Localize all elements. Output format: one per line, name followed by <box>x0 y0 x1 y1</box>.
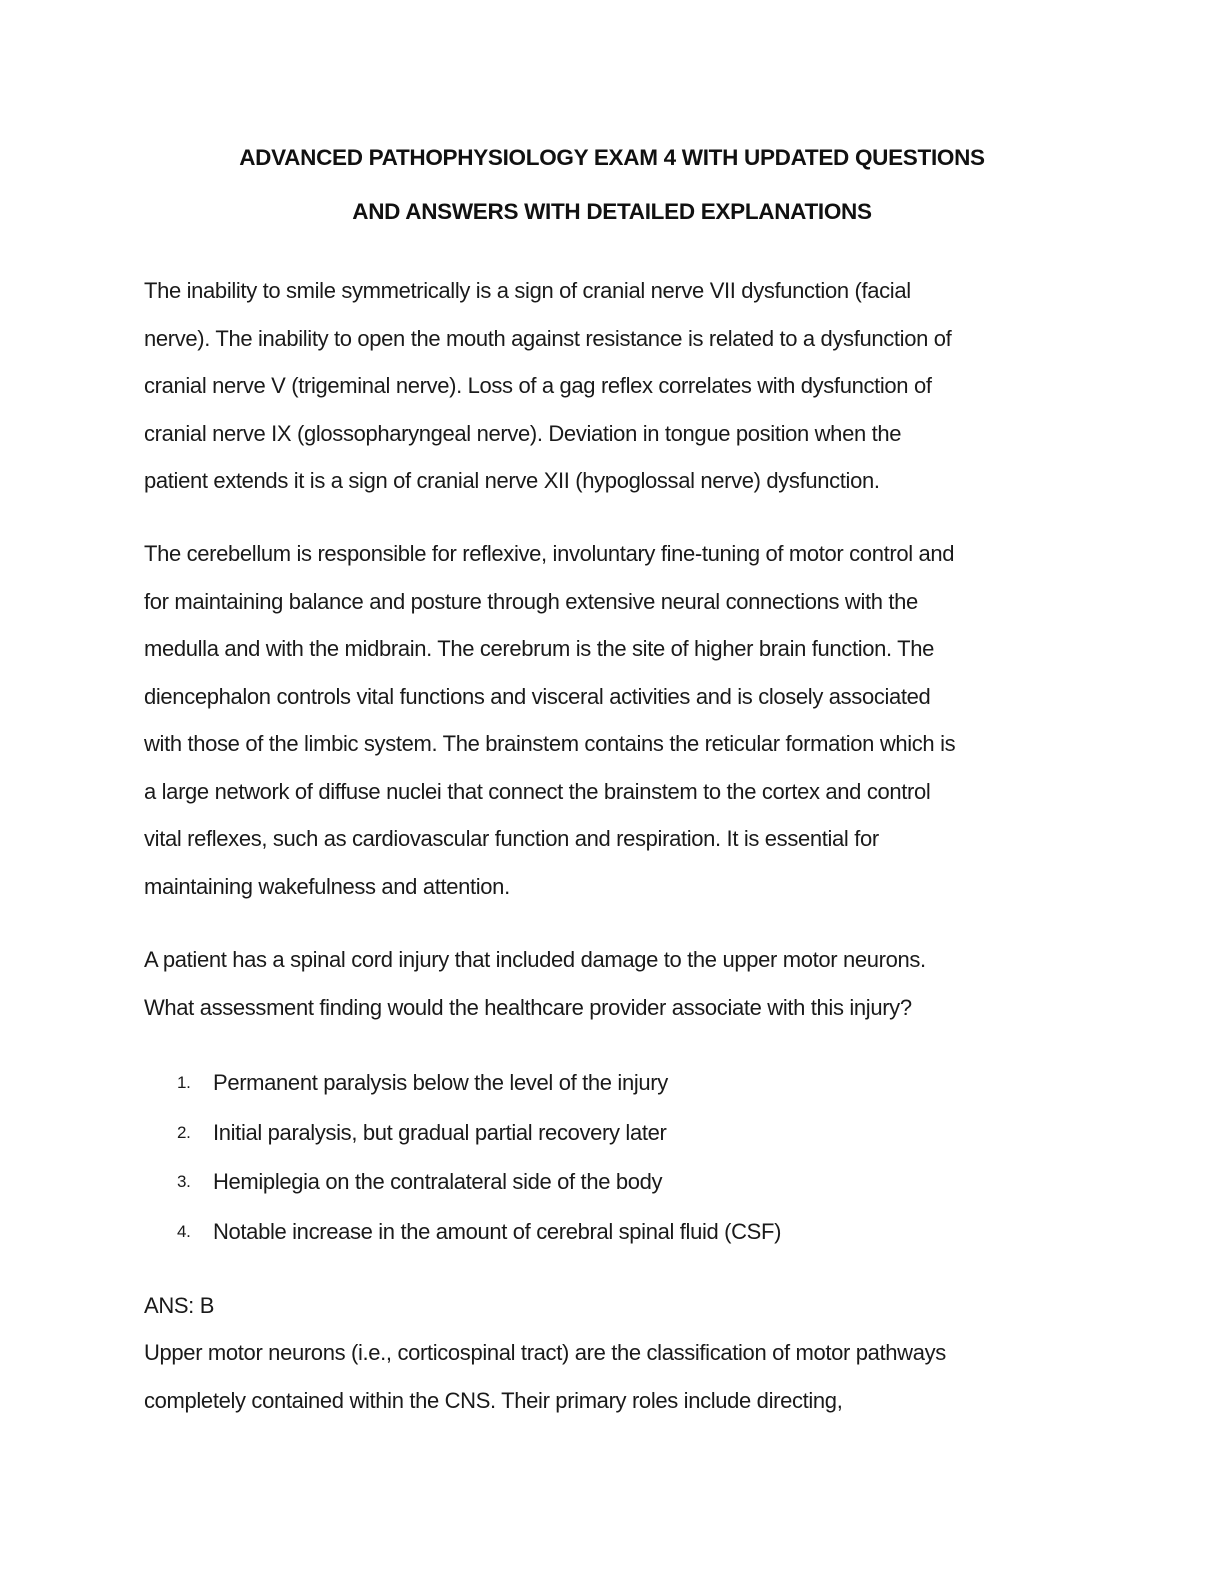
text-line: The inability to smile symmetrically is a sign of cranial nerve VII dysfunction (facial <box>144 278 911 303</box>
option-number: 2. <box>177 1122 191 1142</box>
text-line: What assessment finding would the healthcare provider associate with this injury? <box>144 994 912 1020</box>
option-number: 3. <box>177 1172 191 1191</box>
text-line: nerve). The inability to open the mouth against resistance is related to a dysfunction of <box>144 325 952 351</box>
text-line: diencephalon controls vital functions and visceral activities and is closely associated <box>144 683 931 709</box>
answer-key: ANS: B <box>144 1293 215 1318</box>
paragraph-cranial-nerves <box>144 267 1084 505</box>
text-line: vital reflexes, such as cardiovascular function and respiration. It is essential for <box>144 826 879 851</box>
text-line: maintaining wakefulness and attention. <box>144 873 510 899</box>
text-line: patient extends it is a sign of cranial nerve XII (hypoglossal nerve) dysfunction. <box>144 468 880 493</box>
answer-explanation <box>144 1329 1084 1424</box>
text-line: a large network of diffuse nuclei that connect the brainstem to the cortex and control <box>144 778 931 804</box>
question-stem <box>144 936 1084 1031</box>
text-line: completely contained within the CNS. Their primary roles include directing, <box>144 1387 843 1413</box>
text-line: Upper motor neurons (i.e., corticospinal tract) are the classification of motor pathways <box>144 1340 946 1365</box>
text-line: A patient has a spinal cord injury that included damage to the upper motor neurons. <box>144 947 926 972</box>
text-line: The cerebellum is responsible for reflexive, involuntary fine-tuning of motor control and <box>144 541 955 566</box>
option-text: Hemiplegia on the contralateral side of the body <box>213 1169 663 1194</box>
option-number: 4. <box>177 1221 191 1241</box>
text-line: cranial nerve V (trigeminal nerve). Loss of a gag reflex correlates with dysfunction of <box>144 373 932 398</box>
text-line: with those of the limbic system. The brainstem contains the reticular formation which is <box>144 731 956 756</box>
option-text: Notable increase in the amount of cerebral spinal fluid (CSF) <box>213 1218 782 1244</box>
paragraph-brain-structures <box>144 530 1084 910</box>
option-text: Permanent paralysis below the level of the injury <box>213 1070 668 1095</box>
document-title-line-1: ADVANCED PATHOPHYSIOLOGY EXAM 4 WITH UPDATED QUESTIONS <box>239 145 985 170</box>
option-number: 1. <box>177 1073 191 1092</box>
document-title-line-2: AND ANSWERS WITH DETAILED EXPLANATIONS <box>352 199 872 224</box>
text-line: for maintaining balance and posture through extensive neural connections with the <box>144 588 918 614</box>
text-line: medulla and with the midbrain. The cerebrum is the site of higher brain function. The <box>144 636 934 661</box>
option-text: Initial paralysis, but gradual partial recovery later <box>213 1119 667 1145</box>
text-line: cranial nerve IX (glossopharyngeal nerve). Deviation in tongue position when the <box>144 420 902 446</box>
